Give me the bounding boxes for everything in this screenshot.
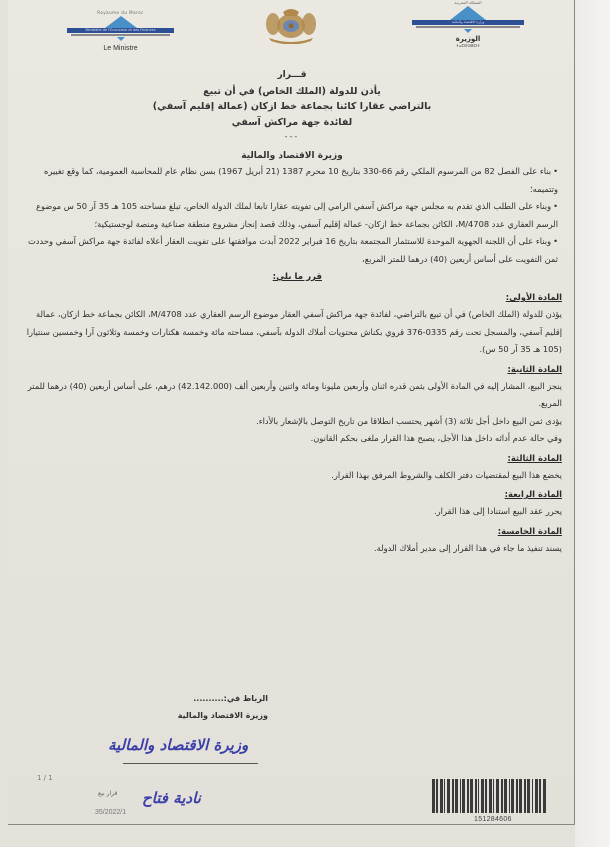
- reference-number: 35/2022/1: [95, 809, 127, 816]
- minister-caption-ar: الوزيرة: [455, 35, 481, 43]
- logo-small-triangle-icon: [117, 37, 125, 41]
- article-paragraph: يؤدى ثمن البيع داخل أجل ثلاثة (3) أشهر يحتسب انطلاقا من تاريخ التوصل بالإشعار بالأداء.: [256, 415, 562, 426]
- minister-caption-fr: Le Ministre: [103, 45, 138, 52]
- page-count: 1 / 1: [37, 774, 53, 782]
- decides-heading: قرر ما يلي:: [272, 272, 322, 282]
- article-paragraph: يخضع هذا البيع لمقتضيات دفتر الكلف والشروط المرفق بهذا القرار.: [331, 469, 562, 480]
- reference-label: قرار بيع: [98, 790, 118, 797]
- preamble-item: • وبناء على أن اللجنة الجهوية الموحدة للاستثمار المجتمعة بتاريخ 16 فبراير 2022 أبدت موافقتها على تفويت العقار أعلاه لفائدة جهة مراكش آسفي وحددت ثمن التفويت على أساس أربعين (40) درهما للمتر المربع،: [22, 233, 562, 268]
- article-title: المادة الرابعة:: [504, 489, 562, 499]
- logo-underline: [416, 26, 520, 28]
- letterhead: [8, 0, 574, 70]
- preamble-item: • بناء على الفصل 82 من المرسوم الملكي رقم 66-330 بتاريخ 10 محرم 1387 (21 أبريل 1967) بسن نظام عام للمحاسبة العمومية، كما وقع تغييره وتتميمه؛: [22, 163, 562, 198]
- article-title: المادة الأولى:: [505, 292, 562, 302]
- handwritten-signature-name: نادية فتاح: [142, 789, 201, 807]
- article-paragraph: ينجز البيع، المشار إليه في المادة الأولى بثمن قدره اثنان وأربعين مليونا ومائة واثنين وأربعين ألف (42.142.000) درهم، على أساس أربعين (40) درهما للمتر المربع.: [27, 380, 562, 408]
- minister-caption-tifinagh: ⵜⴰⵎⵙⵙⵓⵔⵜ: [455, 43, 481, 48]
- article-title: المادة الثالثة:: [507, 452, 562, 463]
- logo-triangle-icon: [450, 6, 486, 20]
- background-surface: [575, 0, 610, 847]
- logo-small-triangle-icon: [464, 29, 472, 33]
- handwritten-signature-title: وزيرة الاقتصاد والمالية: [108, 736, 249, 754]
- signature-stroke: [123, 763, 258, 764]
- title-separator: ---: [284, 132, 300, 141]
- document-page: [8, 0, 575, 825]
- article-title: المادة الثانية:: [507, 363, 562, 374]
- logo-bar-text: Ministère de l'Economie et des Finances: [67, 28, 174, 33]
- document-body: [22, 68, 562, 557]
- preamble-item: • وبناء على الطلب الذي تقدم به مجلس جهة مراكش آسفي الرامي إلى تفويته عقارا تابعا لملك الدولة الخاص، تبلغ مساحته 105 هـ 35 آر 50 س موضوع الرسم العقاري عدد M/4708، الكائن بجماعة خط ازكان- عمالة إقليم آسفي، وذلك قصد إنجاز مشروع منطقة صناعية ومنصة لوجستيكية؛: [22, 198, 562, 233]
- title-line: لفائدة جهة مراكش آسفي: [231, 116, 353, 128]
- article-paragraph: يحرر عقد البيع استنادا إلى هذا القرار.: [434, 506, 562, 516]
- barcode-icon: [432, 779, 575, 813]
- logo-bar-text: وزارة الاقتصاد والمالية: [412, 20, 524, 25]
- article-title: المادة الخامسة:: [497, 525, 562, 536]
- article-paragraph: يؤذن للدولة (الملك الخاص) في أن تبيع بالتراضي، لفائدة جهة مراكش آسفي العقار موضوع الرسم العقاري عدد M/4708، الكائن بجماعة خط ازكان، عمالة إقليم آسفي، والمسجل تحت رقم 0335-376 قروي بكناش محتويات أملاك الدولة بآسفي، مساحته مائة وخمسة هكتارات وخمسة وثلاثون آرا وخمسين سنتيارا (105 هـ 35 آر 50 س).: [26, 309, 562, 354]
- title-line: بالتراضي عقارا كائنا بجماعة خط ازكان (عمالة إقليم آسفي): [152, 101, 432, 112]
- logo-top-text: Royaume du Maroc: [97, 10, 144, 15]
- decision-title: [22, 68, 562, 130]
- article-paragraph: يسند تنفيذ ما جاء في هذا القرار إلى مدير أملاك الدولة.: [374, 542, 562, 553]
- ministry-logo-arabic: [408, 0, 528, 48]
- closing-block: [138, 690, 268, 724]
- coat-of-arms-icon: [261, 4, 321, 44]
- logo-underline: [71, 34, 170, 36]
- ministry-logo-french: [63, 10, 178, 52]
- article-paragraph: وفي حالة عدم أدائه داخل هذا الأجل، يصبح هذا القرار ملغى بحكم القانون.: [310, 433, 562, 443]
- signatory-title: وزيرة الاقتصاد والمالية: [177, 711, 268, 720]
- barcode-number: 151284606: [474, 816, 512, 823]
- logo-top-text: المملكة المغربية: [454, 0, 482, 5]
- issuer-heading: وزيرة الاقتصاد والمالية: [241, 151, 343, 161]
- place-date: الرباط في:..........: [193, 694, 268, 703]
- title-line: قـــرار: [277, 70, 307, 80]
- title-line: يأذن للدولة (الملك الخاص) في أن تبيع: [203, 85, 381, 97]
- logo-triangle-icon: [105, 16, 137, 28]
